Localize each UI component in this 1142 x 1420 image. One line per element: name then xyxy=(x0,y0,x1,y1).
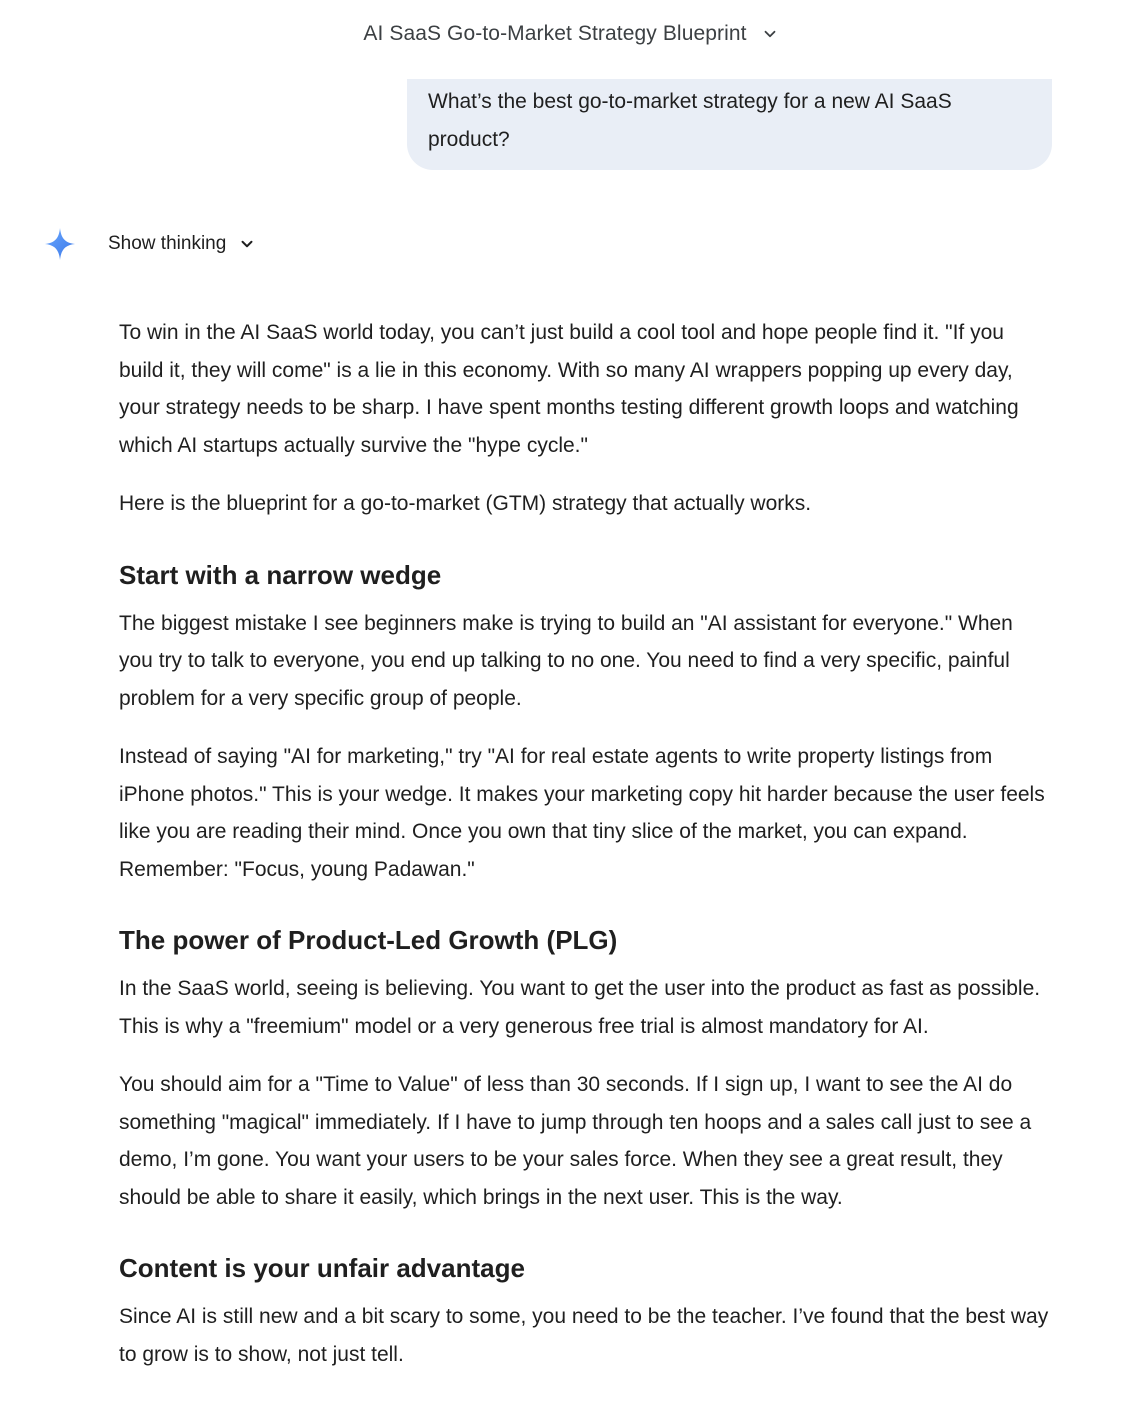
gemini-spark-icon xyxy=(44,227,76,261)
response-paragraph: You should aim for a "Time to Value" of less than 30 seconds. If I sign up, I want to see the AI do something "magical" immediately. If I have to jump through ten hoops and a sales call just to see a demo, I’m gone. You want your users to be your sales force. When they see a great result, they should be able to share it easily, which brings in the next user. This is the way. xyxy=(119,1073,1032,1209)
section-heading: Content is your unfair advantage xyxy=(119,1253,525,1283)
response-paragraph: In the SaaS world, seeing is believing. You want to get the user into the product as fast as possible. This is why a "freemium" model or a very generous free trial is almost mandatory for AI. xyxy=(119,977,1041,1038)
section-heading: The power of Product-Led Growth (PLG) xyxy=(119,925,618,955)
assistant-response xyxy=(119,314,1049,1394)
section-heading: Start with a narrow wedge xyxy=(119,559,442,590)
show-thinking-button[interactable] xyxy=(108,233,256,255)
conversation-title: AI SaaS Go-to-Market Strategy Blueprint xyxy=(363,22,747,45)
response-paragraph: Since AI is still new and a bit scary to some, you need to be the teacher. I’ve found that the best way to grow is to show, not just tell. xyxy=(119,1305,1049,1366)
show-thinking-label: Show thinking xyxy=(108,233,227,254)
conversation-title-dropdown[interactable] xyxy=(363,22,778,46)
chevron-down-icon xyxy=(238,235,256,253)
response-paragraph: Instead of saying "AI for marketing," try "AI for real estate agents to write property listings from iPhone photos." This is your wedge. It makes your marketing copy hit harder because the user feels like you are reading their mind. Once you own that tiny slice of the market, you can expand. Remember: "Focus, young Padawan." xyxy=(119,745,1045,881)
user-message-bubble xyxy=(407,79,1052,170)
user-message-text: What’s the best go-to-market strategy for a new AI SaaS product? xyxy=(428,90,952,151)
chevron-down-icon xyxy=(761,25,779,43)
conversation-header xyxy=(0,0,1142,68)
response-paragraph: To win in the AI SaaS world today, you can’t just build a cool tool and hope people find it. "If you build it, they will come" is a lie in this economy. With so many AI wrappers popping up every day, your strategy needs to be sharp. I have spent months testing different growth loops and watching which AI startups actually survive the "hype cycle." xyxy=(119,321,1019,457)
assistant-header xyxy=(44,226,256,262)
response-paragraph: Here is the blueprint for a go-to-market (GTM) strategy that actually works. xyxy=(119,492,812,515)
response-paragraph: The biggest mistake I see beginners make is trying to build an "AI assistant for everyone." When you try to talk to everyone, you end up talking to no one. You need to find a very specific, painful problem for a very specific group of people. xyxy=(119,611,1013,710)
